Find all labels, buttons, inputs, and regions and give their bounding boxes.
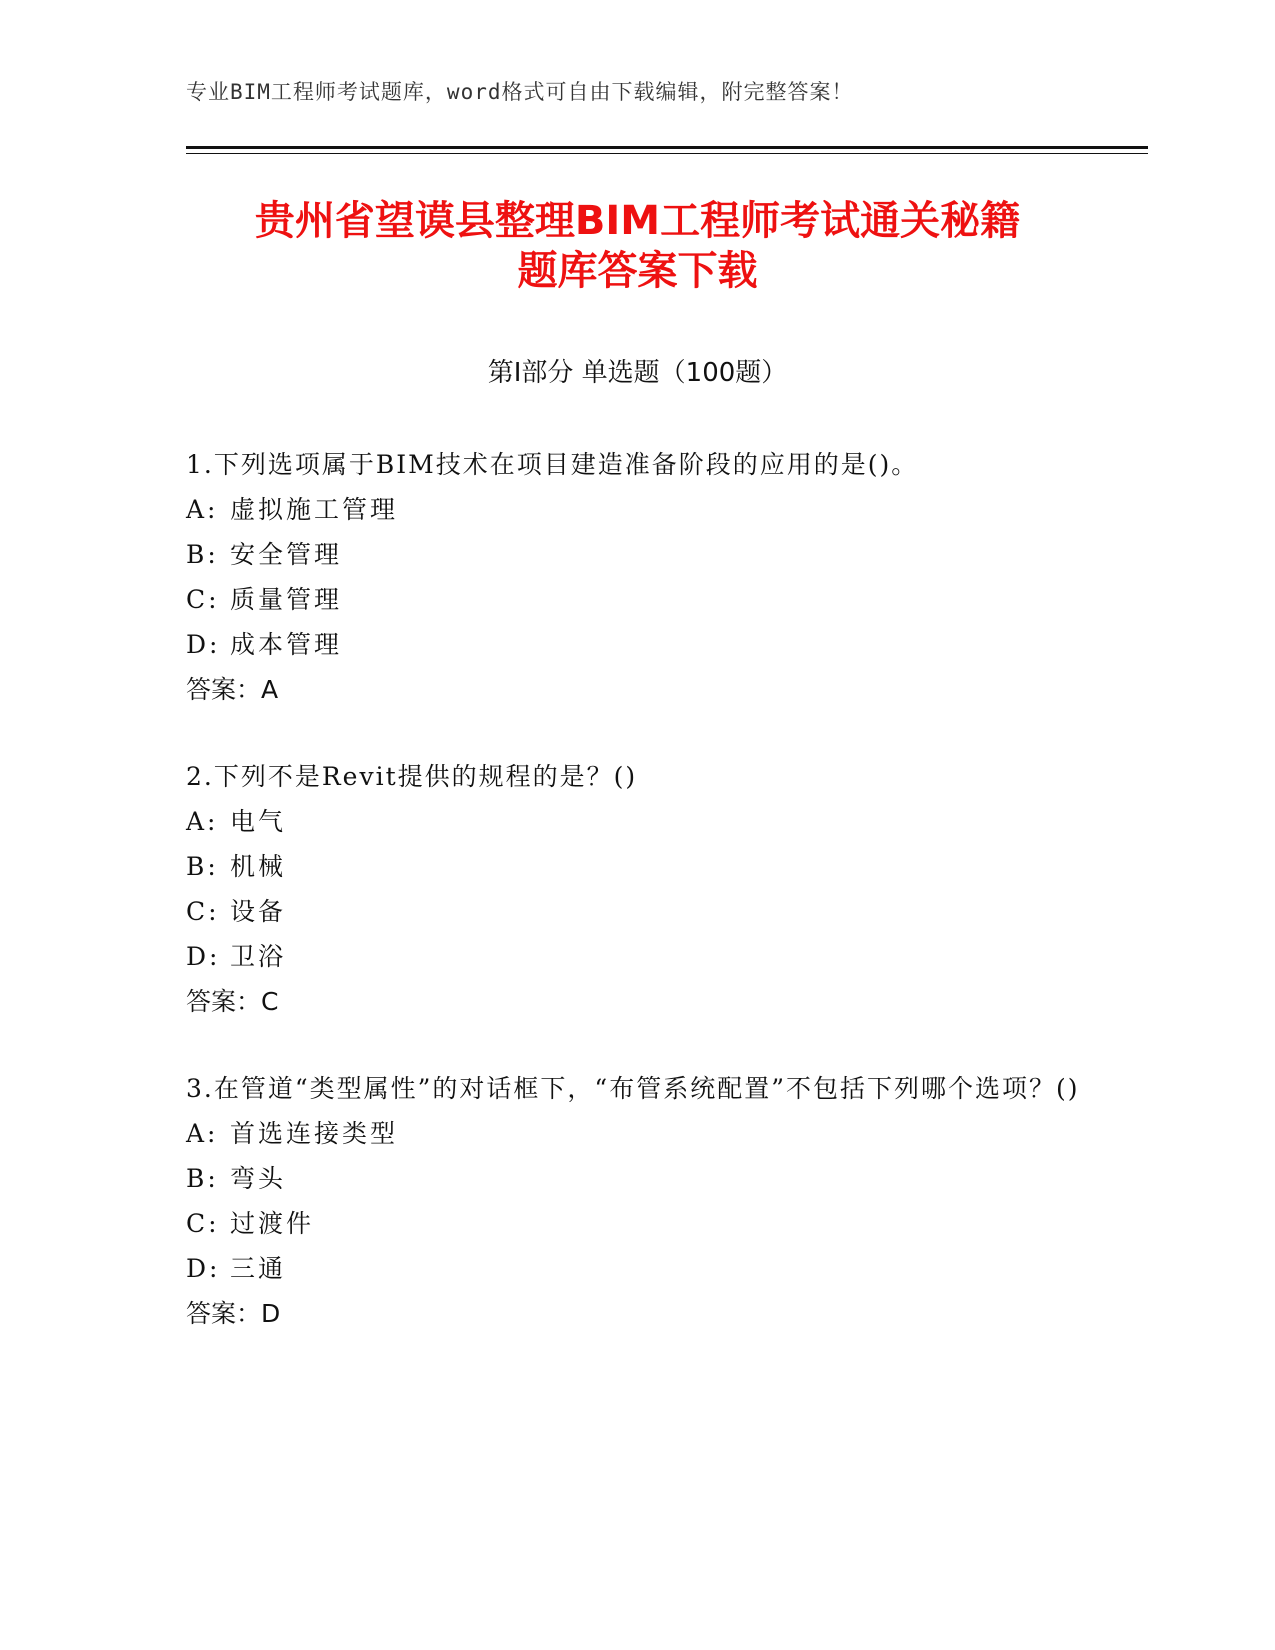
answer-line: 答案：C <box>186 987 279 1016</box>
option-text: 成本管理 <box>230 630 343 659</box>
option-key: D: <box>186 630 221 659</box>
option-text: 首选连接类型 <box>230 1119 399 1148</box>
option-text: 三通 <box>230 1254 287 1283</box>
section-title: 第Ⅰ部分 单选题（100题） <box>487 358 788 388</box>
header-note: 专业BIM工程师考试题库，word格式可自由下载编辑，附完整答案！ <box>186 80 854 104</box>
option-key: B: <box>186 1164 219 1193</box>
option-c <box>186 1201 1086 1246</box>
option-text: 弯头 <box>230 1164 287 1193</box>
option-key: B: <box>186 540 219 569</box>
header-divider-thin <box>186 153 1148 154</box>
option-key: C: <box>186 897 220 926</box>
question-2 <box>186 754 1086 1024</box>
option-text: 过渡件 <box>230 1209 315 1238</box>
question-1 <box>186 442 1086 712</box>
answer-line: 答案：D <box>186 1299 281 1328</box>
document-title-line-2: 题库答案下载 <box>517 248 758 294</box>
option-text: 质量管理 <box>230 585 343 614</box>
option-text: 虚拟施工管理 <box>230 495 399 524</box>
option-c <box>186 889 1086 934</box>
option-key: C: <box>186 585 220 614</box>
option-key: D: <box>186 1254 221 1283</box>
option-d <box>186 1246 1086 1291</box>
question-stem: 1.下列选项属于BIM技术在项目建造准备阶段的应用的是()。 <box>186 450 919 479</box>
option-a <box>186 487 1086 532</box>
question-stem: 2.下列不是Revit提供的规程的是？() <box>186 762 638 791</box>
option-key: A: <box>186 495 219 524</box>
question-stem: 3.在管道“类型属性”的对话框下，“布管系统配置”不包括下列哪个选项？() <box>186 1074 1080 1103</box>
option-text: 机械 <box>230 852 287 881</box>
option-text: 设备 <box>230 897 287 926</box>
option-key: D: <box>186 942 221 971</box>
document-title <box>160 196 1115 296</box>
option-a <box>186 1111 1086 1156</box>
option-b <box>186 844 1086 889</box>
option-key: A: <box>186 1119 219 1148</box>
question-list <box>186 442 1086 1378</box>
option-b <box>186 1156 1086 1201</box>
option-a <box>186 799 1086 844</box>
option-c <box>186 577 1086 622</box>
option-d <box>186 622 1086 667</box>
answer-line: 答案：A <box>186 675 279 704</box>
document-title-line-1: 贵州省望谟县整理BIM工程师考试通关秘籍 <box>254 198 1021 244</box>
question-3 <box>186 1066 1086 1336</box>
option-text: 卫浴 <box>230 942 287 971</box>
option-key: A: <box>186 807 219 836</box>
option-text: 安全管理 <box>230 540 343 569</box>
header-divider-thick <box>186 146 1148 149</box>
option-b <box>186 532 1086 577</box>
option-d <box>186 934 1086 979</box>
option-text: 电气 <box>230 807 287 836</box>
option-key: C: <box>186 1209 220 1238</box>
option-key: B: <box>186 852 219 881</box>
